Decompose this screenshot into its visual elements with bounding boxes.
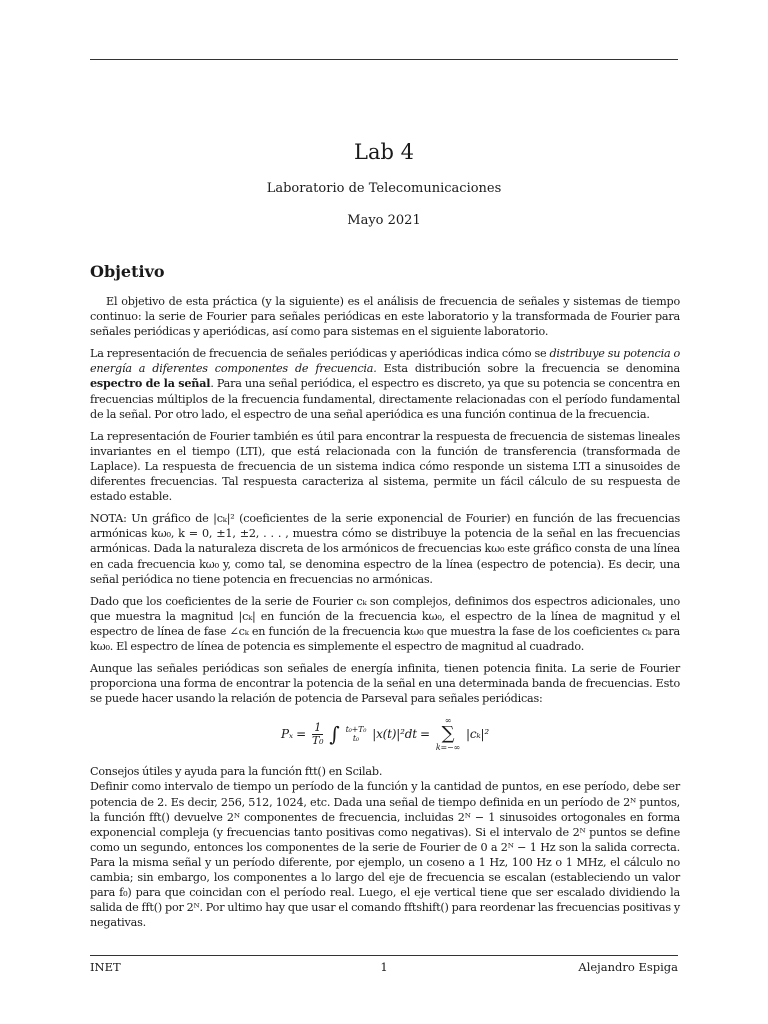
paragraph-5: Dado que los coeficientes de la serie de Fourier cₖ son complejos, definimos dos espectros adicionales, uno que muestra la magnitud |cₖ| en función de la frecuencia kω₀, el espectro de la línea de magnitud y el espectro de línea de fase ∠cₖ en función de la frecuencia kω₀ que muestra la fase de los coeficientes cₖ para kω₀. El espectro de línea de potencia es simplemente el espectro de magnitud al cuadrado. <box>90 594 680 653</box>
paragraph-2-part-b: Esta distribución sobre la frecuencia se denomina <box>376 362 680 376</box>
integral-lower-limit: t₀ <box>352 734 359 744</box>
paragraph-2-italic: distribuye su potencia o energía a diferentes componentes de frecuencia. <box>90 347 680 376</box>
equation-lhs: Pₓ = <box>280 726 306 741</box>
paragraph-2-part-c: . Para una señal periódica, el espectro es discreto, ya que su potencia se concentra en frecuencias múltiplos de la frecuencia fundamental, directamente relacionadas con el período fundamental de la señal. Por otro lado, el espectro de una señal aperiódica es una función continua de la frecuencia. <box>90 377 680 421</box>
paragraph-1: El objetivo de esta práctica (y la siguiente) es el análisis de frecuencia de señales y sistemas de tiempo continuo: la serie de Fourier para señales periódicas en este laboratorio y la transformada de Fourier para señales periódicas y aperiódicas, así como para sistemas en el siguiente laboratorio. <box>90 295 680 339</box>
integral-limits <box>346 725 367 743</box>
top-rule <box>90 59 678 60</box>
summation <box>436 716 460 752</box>
paragraph-7: Consejos útiles y ayuda para la función ftt() en Scilab. <box>90 765 383 779</box>
equation-fraction-den: T₀ <box>312 733 324 747</box>
section-body <box>90 294 680 937</box>
sum-lower-limit: k=−∞ <box>435 743 461 753</box>
footer-institution: INET <box>90 960 121 974</box>
paragraph-2-bold: espectro de la señal <box>90 376 211 391</box>
parseval-equation <box>90 708 680 760</box>
equation-summand: |cₖ|² <box>466 726 490 741</box>
equation-integrand: |x(t)|²dt = <box>372 726 430 741</box>
paragraph-8: Definir como intervalo de tiempo un período de la función y la cantidad de puntos, en ese período, debe ser potencia de 2. Es decir, 256, 512, 1024, etc. Dada una señal de tiempo definida en un período de 2ᴺ puntos, la función fft() devuelve 2ᴺ componentes de frecuencia, incluidas 2ᴺ − 1 sinusoides ortogonales en forma exponencial compleja (y frecuencias tanto positivas como negativas). Si el intervalo de 2ᴺ puntos se define como un segundo, entonces los componentes de la serie de Fourier de 0 a 2ᴺ − 1 Hz son la salida correcta. Para la misma señal y un período diferente, por ejemplo, un coseno a 1 Hz, 100 Hz o 1 MHz, el cálculo no cambia; sin embargo, los componentes a lo largo del eje de frecuencia se escalan (estableciendo un valor para f₀) para que coincidan con el período real. Luego, el eje vertical tiene que ser escalado dividiendo la salida de fft() por 2ᴺ. Por ultimo hay que usar el comando fftshift() para reordenar las frecuencias positivas y negativas. <box>90 780 680 930</box>
paragraph-4: NOTA: Un gráfico de |cₖ|² (coeficientes de la serie exponencial de Fourier) en función de las frecuencias armónicas kω₀, k = 0, ±1, ±2, . . . , muestra cómo se distribuye la potencia de la señal en las frecuencias armónicas. Dada la naturaleza discreta de los armónicos de frecuencias kω₀ este gráfico consta de una línea en cada frecuencia kω₀ y, como tal, se denomina espectro de la línea (espectro de potencia). Es decir, una señal periódica no tiene potencia en frecuencias no armónicas. <box>90 512 680 586</box>
paragraph-2-part-a: La representación de frecuencia de señales periódicas y aperiódicas indica cómo se <box>90 347 550 361</box>
equation-fraction <box>312 722 323 747</box>
document-date: Mayo 2021 <box>347 213 421 228</box>
integral-upper-limit: t₀+T₀ <box>345 725 367 735</box>
footer-author: Alejandro Espiga <box>578 960 678 974</box>
footer-page-number: 1 <box>380 960 388 974</box>
integral-symbol: ∫ <box>329 721 340 746</box>
section-heading: Objetivo <box>90 262 165 281</box>
equation-fraction-num: 1 <box>314 720 322 734</box>
summation-symbol: ∑ <box>441 723 455 745</box>
sum-upper-limit: ∞ <box>444 716 452 726</box>
paragraph-2 <box>90 346 680 421</box>
paragraph-3: La representación de Fourier también es útil para encontrar la respuesta de frecuencia de sistemas lineales invariantes en el tiempo (LTI), que está relacionada con la función de transferencia (transformada de Laplace). La respuesta de frecuencia de un sistema indica cómo responde un sistema LTI a sinusoides de diferentes frecuencias. Tal respuesta caracteriza al sistema, permite un fácil cálculo de su respuesta de estado estable. <box>90 429 680 504</box>
bottom-rule <box>90 955 678 956</box>
paragraph-6: Aunque las señales periódicas son señales de energía infinita, tienen potencia finita. La serie de Fourier proporciona una forma de encontrar la potencia de la señal en una determinada banda de frecuencias. Esto se puede hacer usando la relación de potencia de Parseval para señales periódicas: <box>90 662 680 706</box>
document-title: Lab 4 <box>354 140 414 164</box>
document-subtitle: Laboratorio de Telecomunicaciones <box>266 181 502 196</box>
